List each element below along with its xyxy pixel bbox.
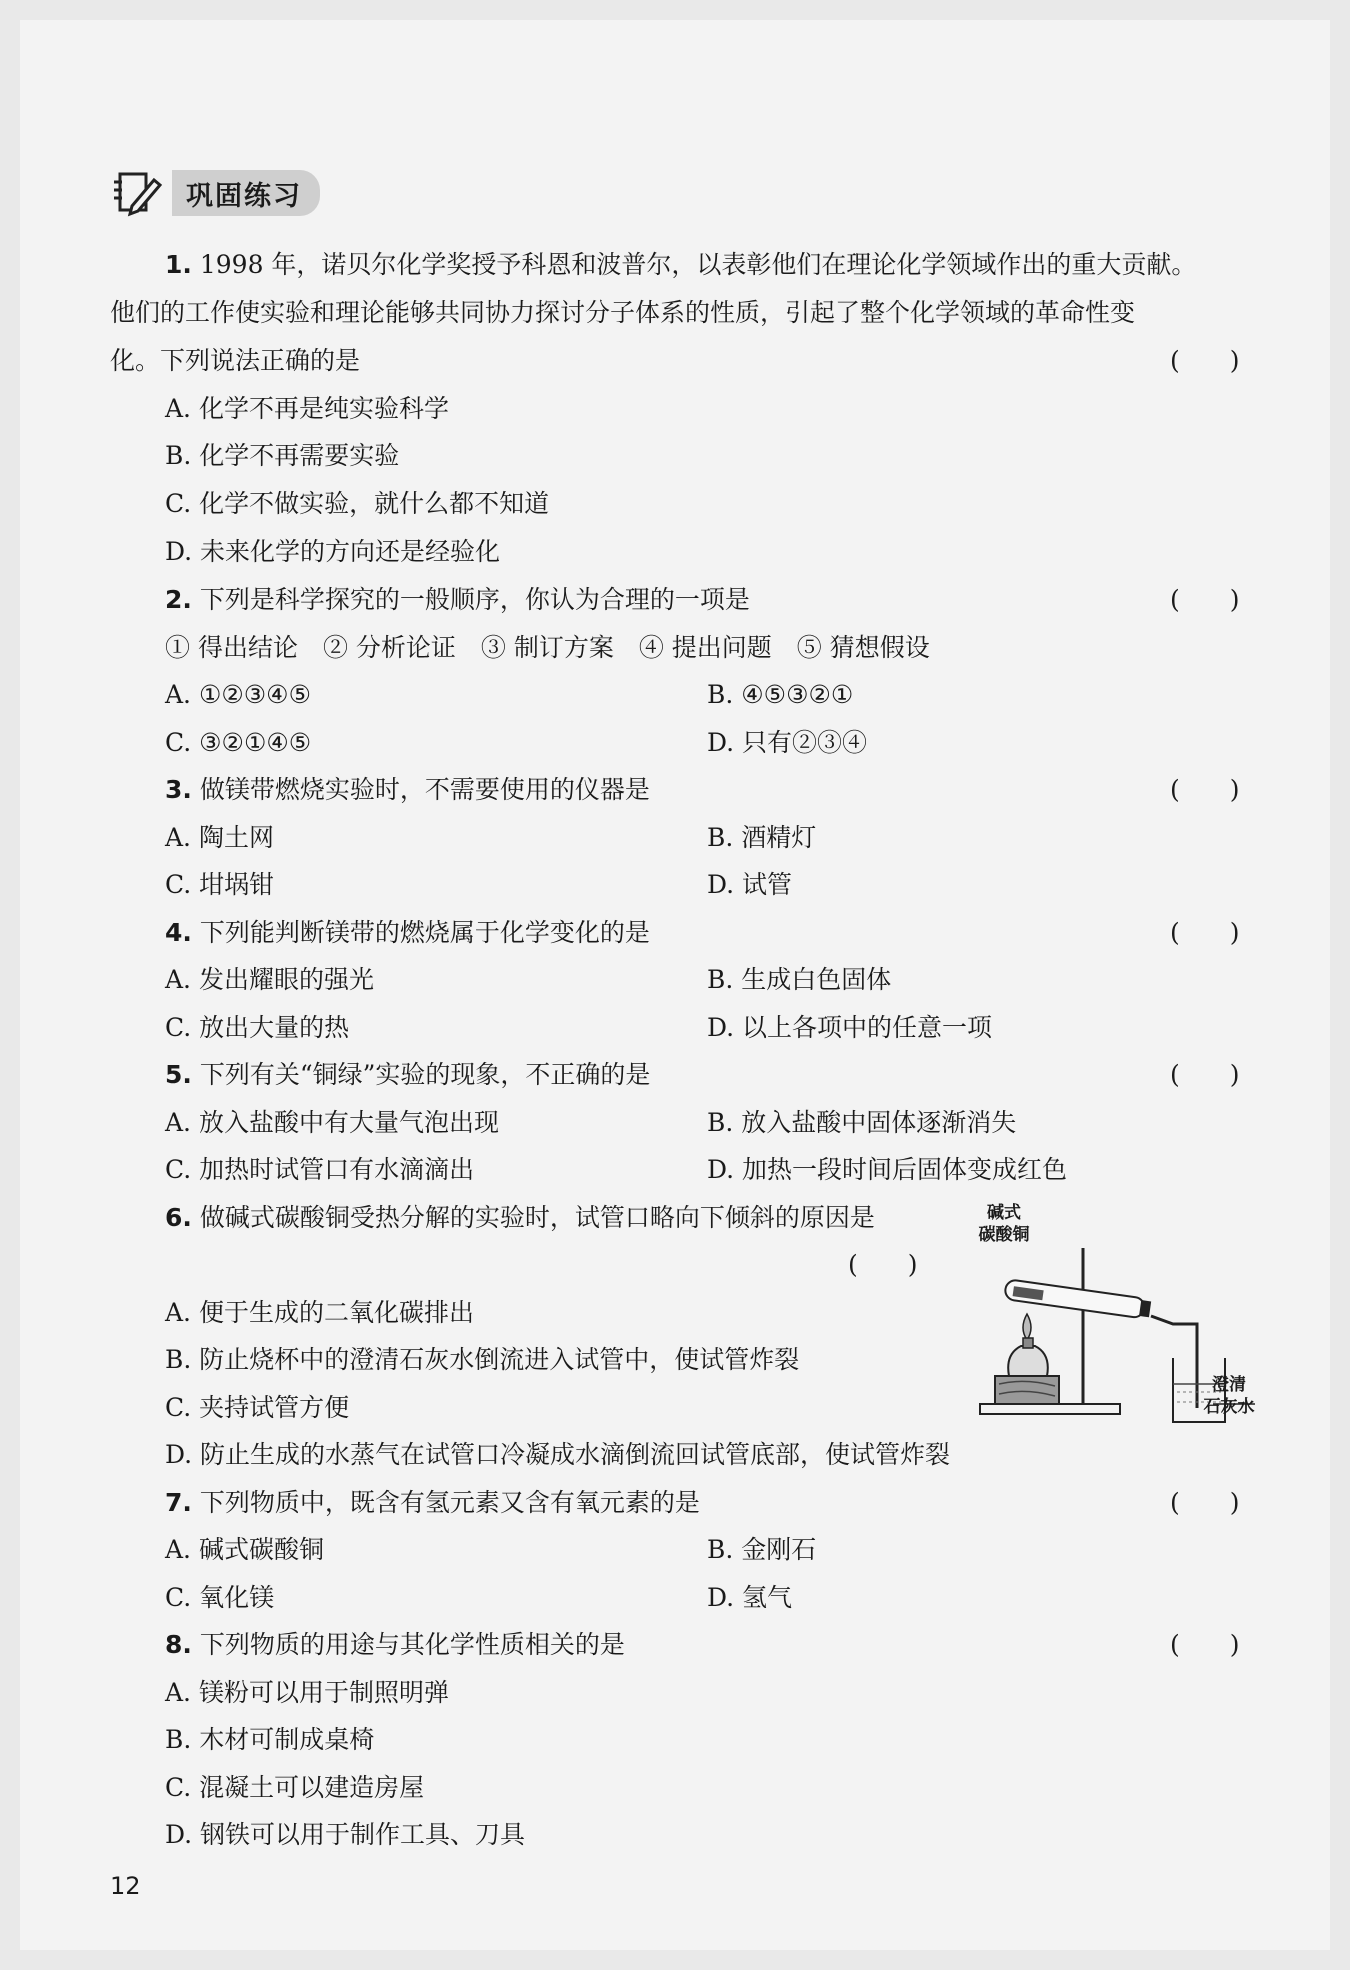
question-stem: 下列物质中，既含有氢元素又含有氧元素的是 <box>199 1488 700 1517</box>
option: D. 试管 <box>707 870 793 899</box>
option: C. 坩埚钳 <box>165 870 275 899</box>
question-number: 5. <box>165 1060 192 1089</box>
option: B. 放入盐酸中固体逐渐消失 <box>707 1108 1017 1137</box>
option: D. 以上各项中的任意一项 <box>707 1013 993 1042</box>
option: B. 酒精灯 <box>707 823 817 852</box>
option: D. 加热一段时间后固体变成红色 <box>707 1155 1068 1184</box>
option: A. 陶土网 <box>165 823 274 852</box>
question-number: 4. <box>165 918 192 947</box>
option: C. 放出大量的热 <box>165 1013 350 1042</box>
question-number: 8. <box>165 1630 192 1659</box>
question-number: 6. <box>165 1203 192 1232</box>
question-number: 3. <box>165 775 192 804</box>
option: B. ④⑤③②① <box>707 680 854 709</box>
question-stem: 做镁带燃烧实验时，不需要使用的仪器是 <box>199 775 650 804</box>
section-title: 巩固练习 <box>186 180 302 212</box>
option: A. 便于生成的二氧化碳排出 <box>165 1298 474 1327</box>
answer-blank: ( ) <box>1170 1630 1240 1659</box>
option: A. 放入盐酸中有大量气泡出现 <box>165 1108 499 1137</box>
option: D. 防止生成的水蒸气在试管口冷凝成水滴倒流回试管底部，使试管炸裂 <box>165 1440 951 1469</box>
question-7-stem <box>165 1488 700 1518</box>
option: D. 氢气 <box>707 1583 793 1612</box>
section-title-bar <box>172 170 320 216</box>
question-2-choices: ① 得出结论 ② 分析论证 ③ 制订方案 ④ 提出问题 ⑤ 猜想假设 <box>165 633 930 662</box>
question-stem: 做碱式碳酸铜受热分解的实验时，试管口略向下倾斜的原因是 <box>199 1203 875 1232</box>
option: B. 木材可制成桌椅 <box>165 1725 375 1754</box>
section-header <box>110 168 320 218</box>
option: B. 防止烧杯中的澄清石灰水倒流进入试管中，使试管炸裂 <box>165 1345 800 1374</box>
option: A. 镁粉可以用于制照明弹 <box>165 1678 449 1707</box>
answer-blank: ( ) <box>1170 1060 1240 1089</box>
option: A. 发出耀眼的强光 <box>165 965 374 994</box>
question-stem: 下列是科学探究的一般顺序，你认为合理的一项是 <box>199 585 750 614</box>
question-1-line-2: 他们的工作使实验和理论能够共同协力探讨分子体系的性质，引起了整个化学领域的革命性变 <box>110 298 1136 327</box>
answer-blank: ( ) <box>1170 918 1240 947</box>
notebook-pen-icon <box>110 168 162 218</box>
question-1-line-3: 化。下列说法正确的是 <box>110 346 361 375</box>
option: A. ①②③④⑤ <box>165 680 312 709</box>
option: D. 未来化学的方向还是经验化 <box>165 537 501 566</box>
answer-blank: ( ) <box>1170 1488 1240 1517</box>
figure-label-limewater <box>1193 1374 1265 1418</box>
question-stem: 下列能判断镁带的燃烧属于化学变化的是 <box>199 918 650 947</box>
option: B. 化学不再需要实验 <box>165 441 400 470</box>
question-number: 1. <box>165 250 192 279</box>
option: B. 金刚石 <box>707 1535 817 1564</box>
question-3-stem <box>165 775 650 805</box>
option: C. 夹持试管方便 <box>165 1393 350 1422</box>
question-stem: 1998 年，诺贝尔化学奖授予科恩和波普尔，以表彰他们在理论化学领域作出的重大贡献。 <box>199 250 1197 279</box>
answer-blank: ( ) <box>1170 346 1240 375</box>
label-line: 碳酸铜 <box>978 1225 1030 1245</box>
option: A. 碱式碳酸铜 <box>165 1535 324 1564</box>
answer-blank: ( ) <box>1170 585 1240 614</box>
option: A. 化学不再是纯实验科学 <box>165 394 449 423</box>
question-8-stem <box>165 1630 625 1660</box>
question-number: 7. <box>165 1488 192 1517</box>
question-number: 2. <box>165 585 192 614</box>
option: D. 只有②③④ <box>707 728 868 757</box>
figure-label-reagent <box>969 1202 1039 1246</box>
label-line: 石灰水 <box>1203 1397 1255 1417</box>
option: C. 氧化镁 <box>165 1583 275 1612</box>
page-number: 12 <box>110 1872 141 1900</box>
question-4-stem <box>165 918 650 948</box>
option: C. 化学不做实验，就什么都不知道 <box>165 489 550 518</box>
option: B. 生成白色固体 <box>707 965 892 994</box>
label-line: 澄清 <box>1212 1375 1246 1395</box>
label-line: 碱式 <box>987 1203 1021 1223</box>
option: C. 混凝土可以建造房屋 <box>165 1773 425 1802</box>
option: D. 钢铁可以用于制作工具、刀具 <box>165 1820 526 1849</box>
question-stem: 下列物质的用途与其化学性质相关的是 <box>199 1630 625 1659</box>
experiment-figure <box>965 1203 1265 1428</box>
question-1-line-1 <box>165 250 1196 280</box>
answer-blank: ( ) <box>1170 775 1240 804</box>
question-6-stem <box>165 1203 875 1233</box>
answer-blank: ( ) <box>848 1250 918 1279</box>
question-2-stem <box>165 585 750 615</box>
option: C. 加热时试管口有水滴滴出 <box>165 1155 475 1184</box>
question-5-stem <box>165 1060 650 1090</box>
option: C. ③②①④⑤ <box>165 728 312 757</box>
question-stem: 下列有关“铜绿”实验的现象，不正确的是 <box>199 1060 651 1089</box>
